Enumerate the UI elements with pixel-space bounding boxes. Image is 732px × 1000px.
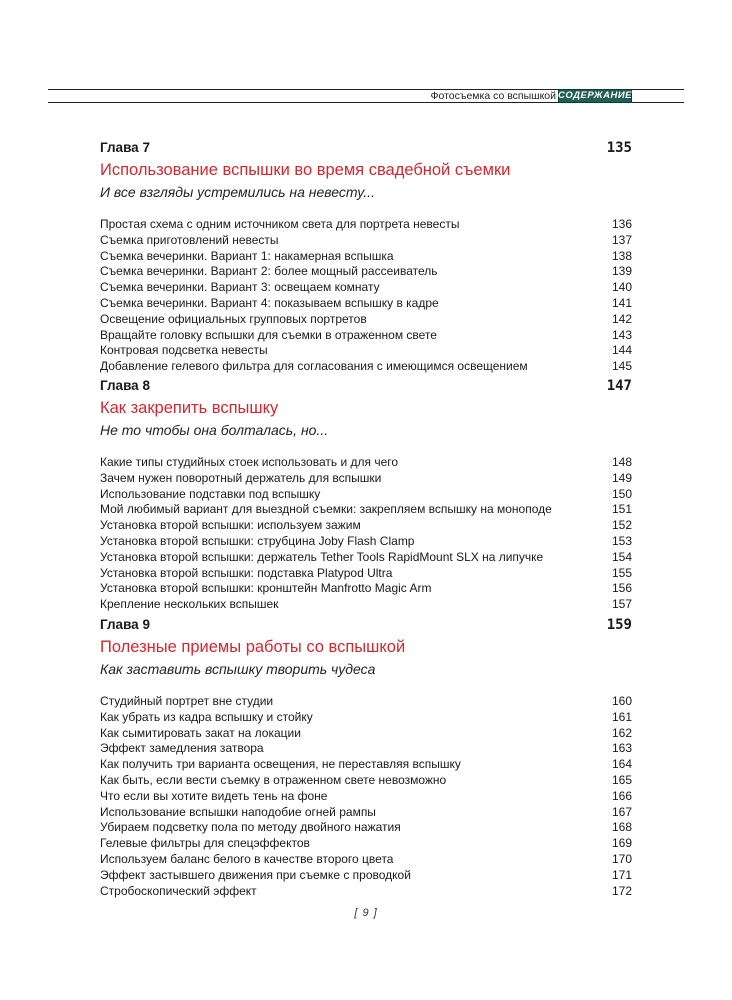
toc-entry[interactable] (100, 820, 632, 836)
toc-entry-title: Установка второй вспышки: используем зажим (100, 518, 361, 533)
toc-entry-title: Установка второй вспышки: держатель Tether Tools RapidMount SLX на липучке (100, 549, 544, 564)
toc-entry-page: 153 (611, 533, 632, 548)
toc-entry-title: Как сымитировать закат на локации (100, 725, 301, 740)
toc-entry-page: 140 (611, 280, 632, 295)
toc-entry-page: 151 (611, 502, 632, 517)
toc-entry[interactable] (100, 773, 632, 789)
chapter-title[interactable]: Использование вспышки во время свадебной съемки (100, 161, 511, 179)
chapter-subtitle: И все взгляды устремились на невесту... (100, 184, 375, 200)
toc-entry-page: 138 (611, 248, 632, 263)
toc-entry[interactable] (100, 726, 632, 742)
toc-entry[interactable] (100, 359, 632, 375)
toc-entry-title: Контровая подсветка невесты (100, 343, 268, 358)
chapter-subtitle: Не то чтобы она болталась, но... (100, 422, 329, 438)
toc-entry-page: 142 (611, 311, 632, 326)
toc-entry[interactable] (100, 328, 632, 344)
chapter-label: Глава 8 (100, 378, 150, 393)
toc-entry-title: Крепление нескольких вспышек (100, 597, 279, 612)
chapter-page-number: 135 (606, 140, 632, 156)
toc-entry-page: 148 (611, 455, 632, 469)
toc-entry-title: Добавление гелевого фильтра для согласования с имеющимся освещением (100, 359, 528, 374)
toc-entry[interactable] (100, 852, 632, 868)
toc-entry-page: 156 (611, 581, 632, 596)
toc-entry-title: Съемка вечеринки. Вариант 1: накамерная вспышка (100, 248, 394, 263)
chapter-subtitle: Как заставить вспышку творить чудеса (100, 661, 376, 677)
toc-entry[interactable] (100, 566, 632, 582)
toc-entry-title: Как убрать из кадра вспышку и стойку (100, 709, 313, 724)
toc-entry[interactable] (100, 757, 632, 773)
toc-entry-page: 141 (611, 295, 632, 310)
contents-badge: СОДЕРЖАНИЕ (558, 90, 632, 101)
toc-entry[interactable] (100, 312, 632, 328)
toc-entry-page: 152 (611, 518, 632, 533)
toc-entry-title: Студийный портрет вне студии (100, 694, 274, 708)
toc-entry-title: Как получить три варианта освещения, не переставляя вспышку (100, 757, 461, 772)
toc-entry[interactable] (100, 836, 632, 852)
toc-entry-page: 161 (611, 709, 632, 724)
toc-entry-title: Убираем подсветку пола по методу двойного нажатия (100, 820, 401, 835)
toc-entry-title: Съемка вечеринки. Вариант 2: более мощный рассеиватель (100, 264, 438, 279)
toc-entry-page: 168 (611, 820, 632, 835)
toc-entry[interactable] (100, 233, 632, 249)
toc-entry[interactable] (100, 805, 632, 821)
toc-entry-title: Используем баланс белого в качестве второго цвета (100, 851, 394, 866)
toc-entry-page: 162 (611, 725, 632, 740)
chapter-8 (100, 378, 632, 613)
toc-entry-title: Использование подставки под вспышку (100, 486, 321, 501)
chapter-page-number: 159 (606, 617, 632, 633)
toc-entry[interactable] (100, 471, 632, 487)
toc-entry[interactable] (100, 249, 632, 265)
chapter-label: Глава 7 (100, 140, 150, 155)
toc-entry-title: Какие типы студийных стоек использовать и для чего (100, 455, 399, 469)
toc-entry-title: Вращайте головку вспышки для съемки в отраженном свете (100, 327, 437, 342)
toc-entry[interactable] (100, 534, 632, 550)
toc-entry-title: Как быть, если вести съемку в отраженном свете невозможно (100, 772, 447, 787)
toc-entry-title: Стробоскопический эффект (100, 883, 257, 898)
toc-entry-title: Съемка вечеринки. Вариант 4: показываем вспышку в кадре (100, 295, 439, 310)
toc-entry-page: 169 (611, 836, 632, 851)
toc-entry[interactable] (100, 884, 632, 900)
toc-entry[interactable] (100, 710, 632, 726)
toc-entry[interactable] (100, 343, 632, 359)
toc-entry[interactable] (100, 280, 632, 296)
toc-entry-page: 167 (611, 804, 632, 819)
toc-entry-title: Использование вспышки наподобие огней рампы (100, 804, 376, 819)
toc-entry-page: 145 (611, 359, 632, 374)
toc-entry-page: 164 (611, 757, 632, 772)
chapter-9 (100, 617, 632, 899)
toc-entry[interactable] (100, 264, 632, 280)
toc-entry-title: Зачем нужен поворотный держатель для вспышки (100, 470, 382, 485)
toc-entry[interactable] (100, 581, 632, 597)
toc-entry-page: 170 (611, 851, 632, 866)
toc-list (100, 217, 632, 375)
toc-entry-page: 155 (611, 565, 632, 580)
toc-entry-title: Гелевые фильтры для спецэффектов (100, 836, 310, 851)
page-number: [ 9 ] (354, 907, 378, 919)
toc-entry-title: Мой любимый вариант для выездной съемки: закрепляем вспышку на моноподе (100, 502, 552, 517)
toc-entry[interactable] (100, 741, 632, 757)
toc-entry-title: Что если вы хотите видеть тень на фоне (100, 788, 328, 803)
toc-entry-page: 157 (611, 597, 632, 612)
toc-entry-page: 150 (611, 486, 632, 501)
chapter-page-number: 147 (606, 378, 632, 394)
chapter-label: Глава 9 (100, 617, 150, 632)
toc-entry-page: 143 (611, 327, 632, 342)
toc-entry-page: 166 (611, 788, 632, 803)
toc-entry-page: 171 (611, 867, 632, 882)
toc-entry[interactable] (100, 487, 632, 503)
toc-entry-title: Эффект застывшего движения при съемке с проводкой (100, 867, 411, 882)
toc-entry[interactable] (100, 455, 632, 471)
toc-entry-title: Установка второй вспышки: кронштейн Manfrotto Magic Arm (100, 581, 432, 596)
toc-entry-title: Освещение официальных групповых портретов (100, 311, 367, 326)
toc-entry-page: 137 (611, 232, 632, 247)
toc-entry-page: 154 (611, 549, 632, 564)
toc-entry-title: Простая схема с одним источником света для портрета невесты (100, 217, 460, 231)
toc-entry[interactable] (100, 296, 632, 312)
toc-entry-page: 139 (611, 264, 632, 279)
toc-entry-page: 160 (611, 694, 632, 708)
chapter-7 (100, 140, 632, 375)
toc-list (100, 455, 632, 613)
toc-entry[interactable] (100, 518, 632, 534)
toc-entry-title: Эффект замедления затвора (100, 741, 264, 756)
toc-entry-title: Установка второй вспышки: струбцина Joby Flash Clamp (100, 533, 415, 548)
toc-entry[interactable] (100, 694, 632, 710)
toc-entry-title: Съемка вечеринки. Вариант 3: освещаем комнату (100, 280, 380, 295)
toc-entry-title: Установка второй вспышки: подставка Platypod Ultra (100, 565, 393, 580)
toc-entry-page: 163 (611, 741, 632, 756)
toc-entry[interactable] (100, 789, 632, 805)
toc-entry[interactable] (100, 550, 632, 566)
toc-entry[interactable] (100, 502, 632, 518)
toc-entry-title: Съемка приготовлений невесты (100, 232, 279, 247)
toc-entry-page: 149 (611, 470, 632, 485)
toc-entry[interactable] (100, 597, 632, 613)
toc-entry-page: 136 (611, 217, 632, 231)
toc-list (100, 694, 632, 899)
chapter-title[interactable]: Как закрепить вспышку (100, 399, 279, 417)
toc-entry[interactable] (100, 217, 632, 233)
toc-entry[interactable] (100, 868, 632, 884)
toc-entry-page: 144 (611, 343, 632, 358)
toc-entry-page: 172 (611, 883, 632, 898)
toc-entry-page: 165 (611, 772, 632, 787)
chapter-title[interactable]: Полезные приемы работы со вспышкой (100, 638, 406, 656)
running-header-title: Фотосъемка со вспышкой (430, 90, 556, 102)
